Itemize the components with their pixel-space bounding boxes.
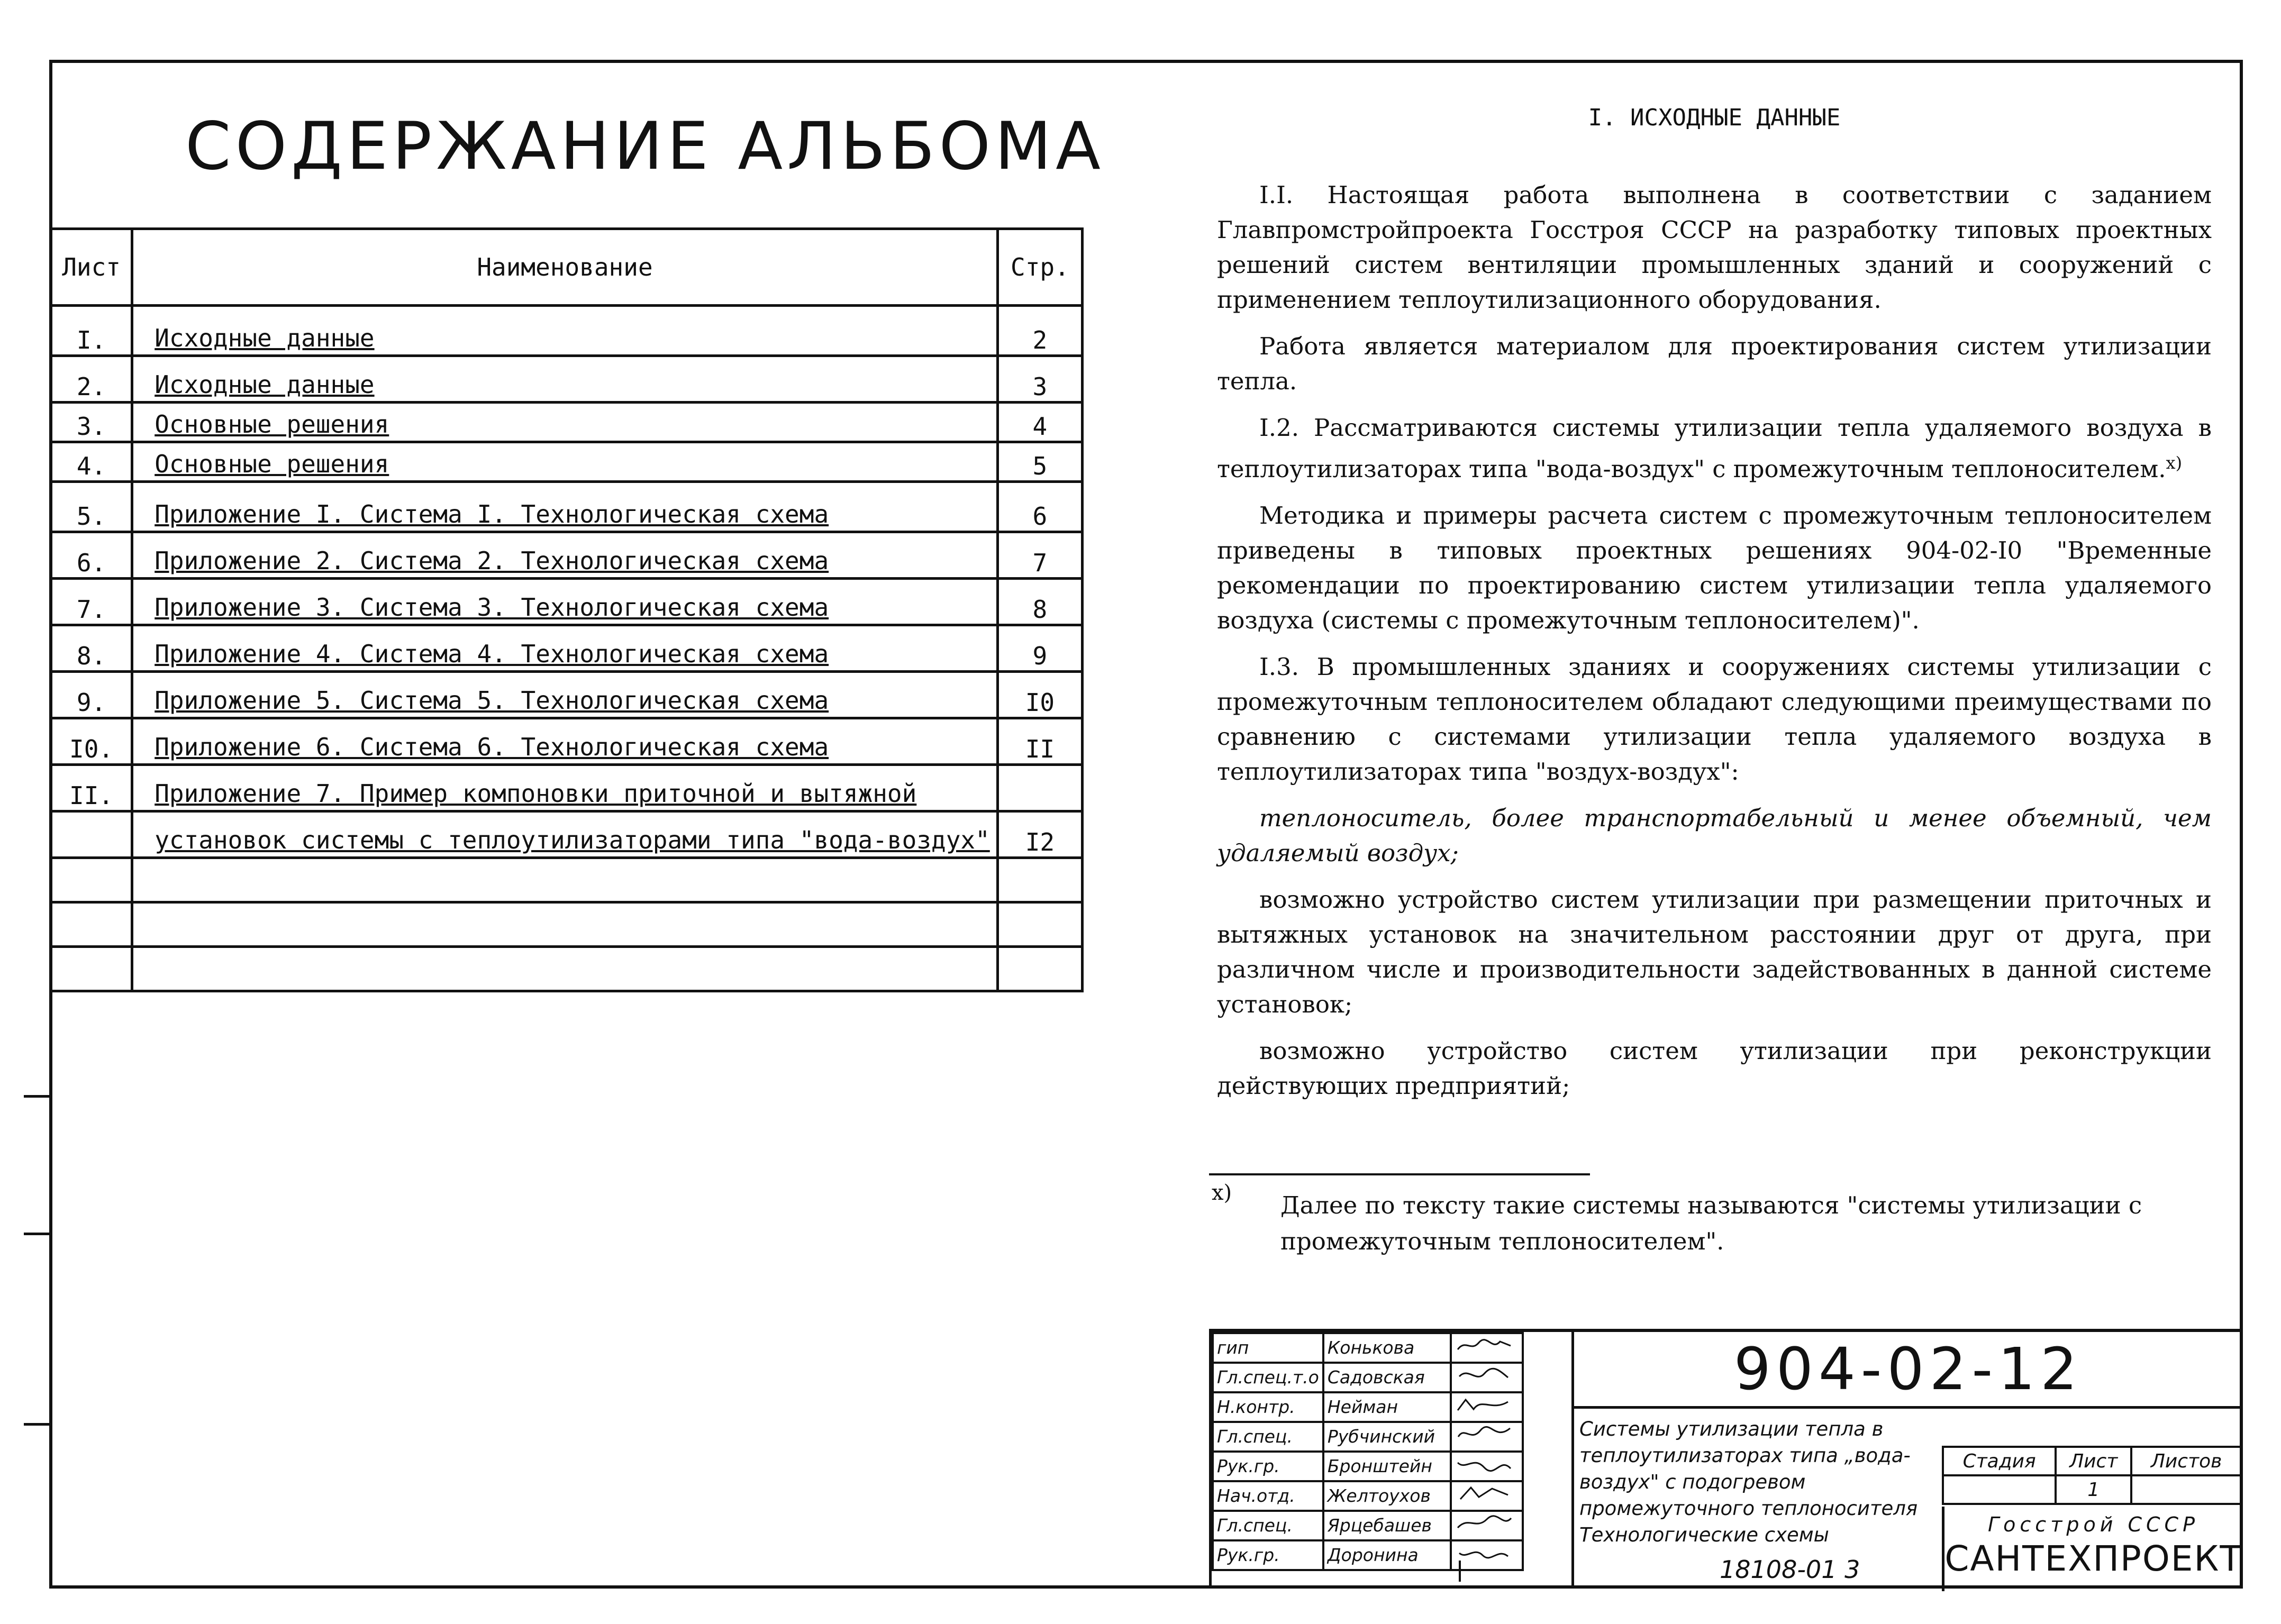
- paragraph-text: I.2. Рассматриваются системы утилизации тепла удаляемого воздуха в теплоутилизаторах типа "вода-воздух" с промежуточным теплоносителем.: [1217, 414, 2212, 483]
- stage-table: [1942, 1446, 2242, 1505]
- handwritten-note: 18108-01 3: [1720, 1555, 1860, 1584]
- table-row: [51, 625, 1083, 672]
- row-page: 8: [997, 579, 1082, 625]
- row-name: Приложение 3. Система 3. Технологическая схема: [132, 579, 998, 625]
- empty-row: [51, 902, 1083, 947]
- row-name: Приложение 6. Система 6. Технологическая схема: [132, 718, 998, 765]
- row-name: Основные решения: [132, 403, 998, 442]
- row-page: 4: [997, 403, 1082, 442]
- signature-icon: [1451, 1363, 1523, 1392]
- signature-icon: [1451, 1452, 1523, 1481]
- signature-role: Рук.гр.: [1213, 1540, 1323, 1570]
- row-sheet: 2.: [51, 356, 132, 403]
- organization-parent: Госстрой СССР: [1987, 1513, 2199, 1536]
- signature-icon: [1451, 1511, 1523, 1540]
- row-page: 7: [997, 532, 1082, 579]
- row-sheet: 3.: [51, 403, 132, 442]
- row-sheet: 4.: [51, 442, 132, 482]
- row-page: I2: [997, 811, 1082, 858]
- row-sheet: 5.: [51, 482, 132, 532]
- footnote-text: Далее по тексту такие системы называются "системы утилизации с промежуточным теплоносителем".: [1280, 1191, 2142, 1255]
- signature-name: Садовская: [1323, 1363, 1451, 1392]
- table-row: [51, 356, 1083, 403]
- table-row: [51, 765, 1083, 811]
- row-name: Приложение 4. Система 4. Технологическая схема: [132, 625, 998, 672]
- signature-name: Доронина: [1323, 1540, 1451, 1570]
- row-sheet: 7.: [51, 579, 132, 625]
- footnote-mark: x): [1212, 1181, 1232, 1205]
- row-page: 6: [997, 482, 1082, 532]
- row-name: Исходные данные: [132, 306, 998, 356]
- empty-row: [51, 858, 1083, 902]
- signature-icon: [1451, 1422, 1523, 1452]
- signature-role: Нач.отд.: [1213, 1481, 1323, 1511]
- signature-name: Ярцебашев: [1323, 1511, 1451, 1540]
- paragraph: возможно устройство систем утилизации при реконструкции действующих предприятий;: [1217, 1037, 2212, 1100]
- source-data-section: [1217, 101, 2212, 1115]
- row-name: Приложение I. Система I. Технологическая схема: [132, 482, 998, 532]
- header-name: Наименование: [132, 229, 998, 306]
- sheets-label: Листов: [2131, 1447, 2241, 1475]
- sheet-value: 1: [2056, 1475, 2131, 1504]
- contents-header-row: [51, 229, 1083, 306]
- document-code: 904-02-12: [1571, 1332, 2242, 1409]
- row-name: Основные решения: [132, 442, 998, 482]
- title-block: [1209, 1329, 2243, 1589]
- row-name: Приложение 5. Система 5. Технологическая схема: [132, 672, 998, 718]
- row-sheet: 6.: [51, 532, 132, 579]
- row-name: Приложение 7. Пример компоновки приточной и вытяжной: [132, 765, 998, 811]
- contents-table: [49, 227, 1084, 992]
- row-page: 9: [997, 625, 1082, 672]
- row-page: II: [997, 718, 1082, 765]
- document-description: Системы утилизации тепла в теплоутилизаторах типа „вода-воздух" с подогревом промежуточного теплоносителя Технологические схемы: [1571, 1409, 1942, 1589]
- row-name: установок системы с теплоутилизаторами типа "вода-воздух": [132, 811, 998, 858]
- margin-tick: [24, 1095, 49, 1098]
- row-sheet: II.: [51, 765, 132, 811]
- table-row: [51, 403, 1083, 442]
- paragraph: I.I. Настоящая работа выполнена в соответствии с заданием Главпромстройпроекта Госстроя СССР на разработку типовых проектных решений систем вентиляции промышленных зданий и сооружений с применением теплоутилизационного оборудования.: [1217, 181, 2212, 314]
- signature-icon: [1451, 1392, 1523, 1422]
- signature-row: [1213, 1333, 1588, 1363]
- signature-name: Конькова: [1323, 1333, 1451, 1363]
- row-page: [997, 765, 1082, 811]
- signature-table: [1212, 1332, 1588, 1571]
- stage-label: Стадия: [1943, 1447, 2056, 1475]
- footnote-divider: [1209, 1173, 1590, 1175]
- paragraph: Методика и примеры расчета систем с промежуточным теплоносителем приведены в типовых проектных решениях 904-02-I0 "Временные рекомендации по проектированию систем утилизации тепла удаляемого воздуха (системы с промежуточным теплоносителем)".: [1217, 501, 2212, 634]
- album-title: СОДЕРЖАНИЕ АЛЬБОМА: [185, 108, 1105, 185]
- stage-value: [1943, 1475, 2056, 1504]
- signature-name: Рубчинский: [1323, 1422, 1451, 1452]
- signature-role: Рук.гр.: [1213, 1452, 1323, 1481]
- row-sheet: [51, 811, 132, 858]
- margin-tick: [1459, 1561, 1461, 1582]
- table-row: [51, 718, 1083, 765]
- header-page: Стр.: [997, 229, 1082, 306]
- signature-role: Гл.спец.: [1213, 1422, 1323, 1452]
- organization-name: САНТЕХПРОЕКТ: [1944, 1538, 2242, 1579]
- paragraph: теплоноситель, более транспортабельный и менее объемный, чем удаляемый воздух;: [1217, 804, 2212, 867]
- row-page: 5: [997, 442, 1082, 482]
- row-name: Приложение 2. Система 2. Технологическая схема: [132, 532, 998, 579]
- signature-role: Н.контр.: [1213, 1392, 1323, 1422]
- signature-role: Гл.спец.: [1213, 1511, 1323, 1540]
- row-page: 2: [997, 306, 1082, 356]
- section-title: I. ИСХОДНЫЕ ДАННЫЕ: [1588, 104, 1841, 131]
- table-row: [51, 672, 1083, 718]
- signature-icon: [1451, 1540, 1523, 1570]
- table-row: [51, 482, 1083, 532]
- sheets-value: [2131, 1475, 2241, 1504]
- paragraph: [1217, 410, 2212, 487]
- row-sheet: 9.: [51, 672, 132, 718]
- signature-icon: [1451, 1333, 1523, 1363]
- row-sheet: I.: [51, 306, 132, 356]
- signature-role: гип: [1213, 1333, 1323, 1363]
- empty-row: [51, 947, 1083, 991]
- signature-name: Желтоухов: [1323, 1481, 1451, 1511]
- signature-name: Бронштейн: [1323, 1452, 1451, 1481]
- signature-role: Гл.спец.т.о: [1213, 1363, 1323, 1392]
- table-row: [51, 532, 1083, 579]
- row-page: I0: [997, 672, 1082, 718]
- paragraph: возможно устройство систем утилизации при размещении приточных и вытяжных установок на значительном расстоянии друг от друга, при различном числе и производительности задействованных в данной системе установок;: [1217, 886, 2212, 1018]
- table-row: [51, 579, 1083, 625]
- margin-tick: [24, 1423, 49, 1426]
- row-sheet: I0.: [51, 718, 132, 765]
- header-sheet: Лист: [51, 229, 132, 306]
- sheet-label: Лист: [2056, 1447, 2131, 1475]
- row-page: 3: [997, 356, 1082, 403]
- table-row: [51, 306, 1083, 356]
- margin-tick: [24, 1233, 49, 1235]
- row-sheet: 8.: [51, 625, 132, 672]
- footnote-ref: x): [2166, 453, 2183, 473]
- row-name: Исходные данные: [132, 356, 998, 403]
- paragraph: Работа является материалом для проектирования систем утилизации тепла.: [1217, 332, 2212, 395]
- signature-name: Нейман: [1323, 1392, 1451, 1422]
- table-row: [51, 442, 1083, 482]
- table-row: [51, 811, 1083, 858]
- signature-icon: [1451, 1481, 1523, 1511]
- paragraph: I.3. В промышленных зданиях и сооружениях системы утилизации с промежуточным теплоносителем обладают следующими преимуществами по сравнению с системами утилизации тепла удаляемого воздуха в теплоутилизаторах типа "воздух-воздух":: [1217, 653, 2212, 786]
- organization-block: [1942, 1507, 2242, 1591]
